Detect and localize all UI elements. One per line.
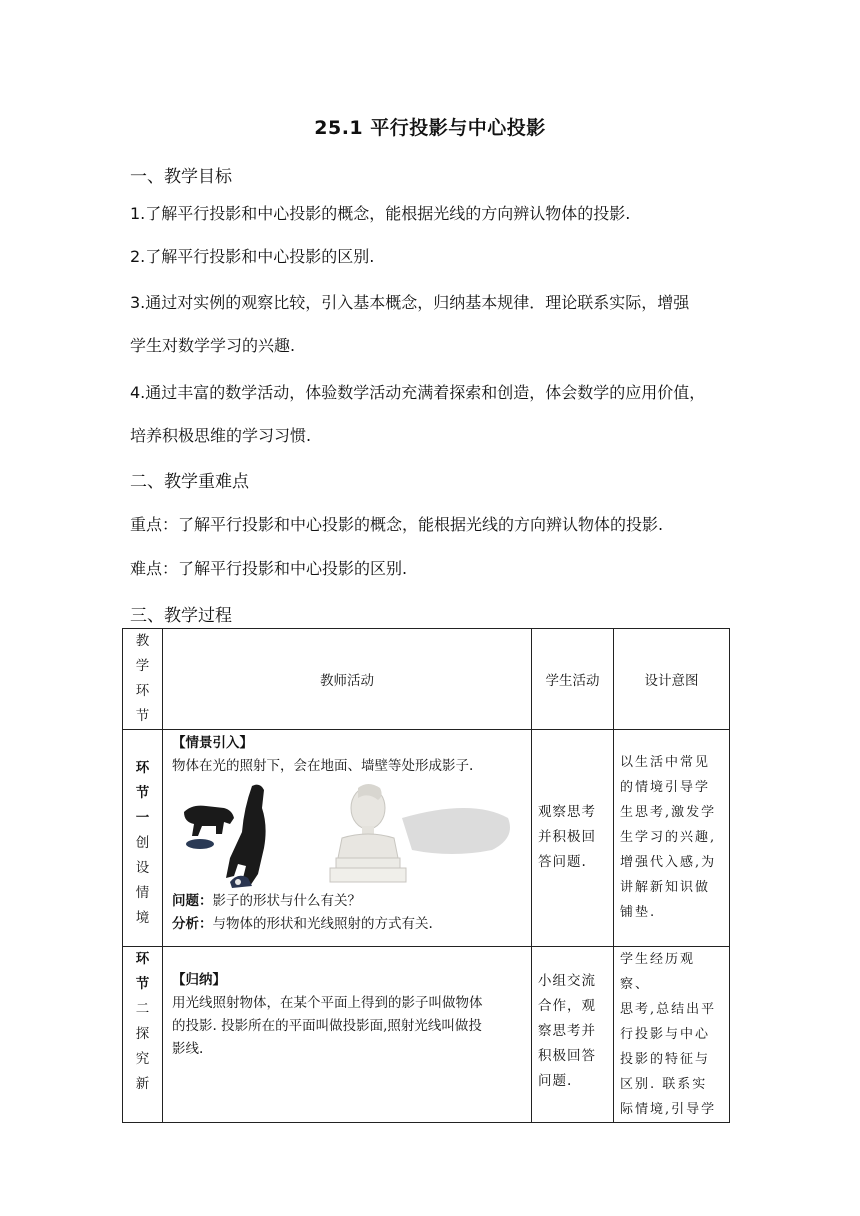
- intent-line: 区别. 联系实: [620, 1077, 708, 1092]
- stage-char: 环: [135, 760, 150, 776]
- student-line: 并积极回: [538, 829, 596, 845]
- header-stage-char: 学: [135, 658, 150, 674]
- lesson-process-table: [122, 628, 730, 1123]
- analysis-text: 与物体的形状和光线照射的方式有关.: [212, 916, 433, 932]
- header-stage-char: 环: [135, 683, 150, 699]
- intent-line: 生学习的兴趣,: [620, 830, 717, 845]
- row1-stage-cell: [123, 730, 163, 947]
- shadow-illustrations: [172, 778, 523, 890]
- scene-intro-label: 【情景引入】: [172, 735, 253, 751]
- summary-line: 影线.: [172, 1041, 204, 1057]
- scene-intro-text: 物体在光的照射下，会在地面、墙壁等处形成影子.: [172, 758, 474, 774]
- intent-line: 增强代入感,为: [620, 855, 717, 870]
- row2-stage: [123, 947, 162, 1097]
- student-line: 积极回答: [538, 1048, 596, 1064]
- intent-line: 际情境,引导学: [620, 1102, 717, 1117]
- stage-char: 二: [135, 1001, 150, 1017]
- objective-4-line-1: 4.通过丰富的数学活动，体验数学活动充满着探索和创造，体会数学的应用价值，: [130, 383, 706, 402]
- row2-student-activity: [532, 947, 614, 1123]
- table-header-row: [123, 629, 730, 730]
- stage-char: 境: [135, 910, 150, 926]
- header-teacher: 教师活动: [163, 629, 532, 730]
- summary-label: 【归纳】: [172, 972, 226, 988]
- intent-line: 生思考,激发学: [620, 805, 717, 820]
- row2-teacher-activity: [163, 947, 532, 1123]
- row2-design-intent: [614, 947, 730, 1123]
- table-row: [123, 730, 730, 947]
- stage-char: 环: [135, 951, 150, 967]
- header-stage: [123, 629, 162, 729]
- stage-char: 节: [135, 785, 150, 801]
- question-text: 影子的形状与什么有关？: [212, 893, 361, 909]
- student-line: 察思考并: [538, 1023, 596, 1039]
- stage-char: 一: [135, 810, 150, 826]
- document-title: 25.1 平行投影与中心投影: [314, 117, 546, 139]
- difficulty-text: 难点：了解平行投影和中心投影的区别.: [130, 559, 408, 578]
- analysis-line: [172, 913, 523, 936]
- objective-1: 1.了解平行投影和中心投影的概念，能根据光线的方向辨认物体的投影.: [130, 204, 631, 223]
- stage-char: 探: [135, 1026, 150, 1042]
- intent-line: 行投影与中心: [620, 1027, 711, 1042]
- header-stage-char: 节: [135, 708, 150, 724]
- objectives-heading: 一、教学目标: [130, 167, 232, 187]
- person-dog-shadow-image: [184, 785, 266, 888]
- summary-line: 用光线照射物体，在某个平面上得到的影子叫做物体: [172, 995, 483, 1011]
- row1-student-activity: [532, 730, 614, 947]
- objective-2: 2.了解平行投影和中心投影的区别.: [130, 247, 375, 266]
- intent-line: 以生活中常见: [620, 755, 711, 770]
- intent-line: 讲解新知识做: [620, 880, 711, 895]
- keypoint-text: 重点：了解平行投影和中心投影的概念，能根据光线的方向辨认物体的投影.: [130, 515, 664, 534]
- student-line: 小组交流: [538, 973, 596, 989]
- table-row: [123, 947, 730, 1123]
- question-label: 问题：: [172, 893, 213, 909]
- header-stage-cell: [123, 629, 163, 730]
- stage-char: 究: [135, 1051, 150, 1067]
- header-student: 学生活动: [532, 629, 614, 730]
- stage-char: 设: [135, 860, 150, 876]
- intent-line: 思考,总结出平: [620, 1002, 717, 1017]
- student-line: 观察思考: [538, 804, 596, 820]
- stage-char: 情: [135, 885, 150, 901]
- summary-line: 的投影. 投影所在的平面叫做投影面,照射光线叫做投: [172, 1018, 482, 1034]
- row1-design-intent: [614, 730, 730, 947]
- analysis-label: 分析：: [172, 916, 213, 932]
- row2-stage-cell: [123, 947, 163, 1123]
- intent-line: 的情境引导学: [620, 780, 711, 795]
- bust-statue-image: [330, 784, 510, 882]
- objective-3-line-2: 学生对数学学习的兴趣.: [130, 336, 296, 355]
- student-line: 合作，观: [538, 998, 596, 1014]
- header-stage-char: 教: [135, 633, 150, 649]
- stage-char: 新: [135, 1076, 150, 1092]
- shadow-images: [172, 778, 524, 890]
- objective-3-line-1: 3.通过对实例的观察比较，引入基本概念，归纳基本规律．理论联系实际，增强: [130, 293, 690, 312]
- student-line: 问题.: [538, 1073, 573, 1089]
- keypoints-heading: 二、教学重难点: [130, 472, 249, 492]
- stage-char: 节: [135, 976, 150, 992]
- intent-line: 投影的特征与: [620, 1052, 711, 1067]
- stage-char: 创: [135, 835, 150, 851]
- intent-line: 学生经历观察、: [620, 952, 696, 992]
- intent-line: 铺垫.: [620, 905, 657, 920]
- row1-teacher-activity: [163, 730, 532, 947]
- row1-stage: [123, 730, 162, 931]
- objective-4-line-2: 培养积极思维的学习习惯.: [130, 426, 312, 445]
- question-line: [172, 890, 523, 913]
- process-heading: 三、教学过程: [130, 606, 232, 626]
- student-line: 答问题.: [538, 854, 587, 870]
- header-intent: 设计意图: [614, 629, 730, 730]
